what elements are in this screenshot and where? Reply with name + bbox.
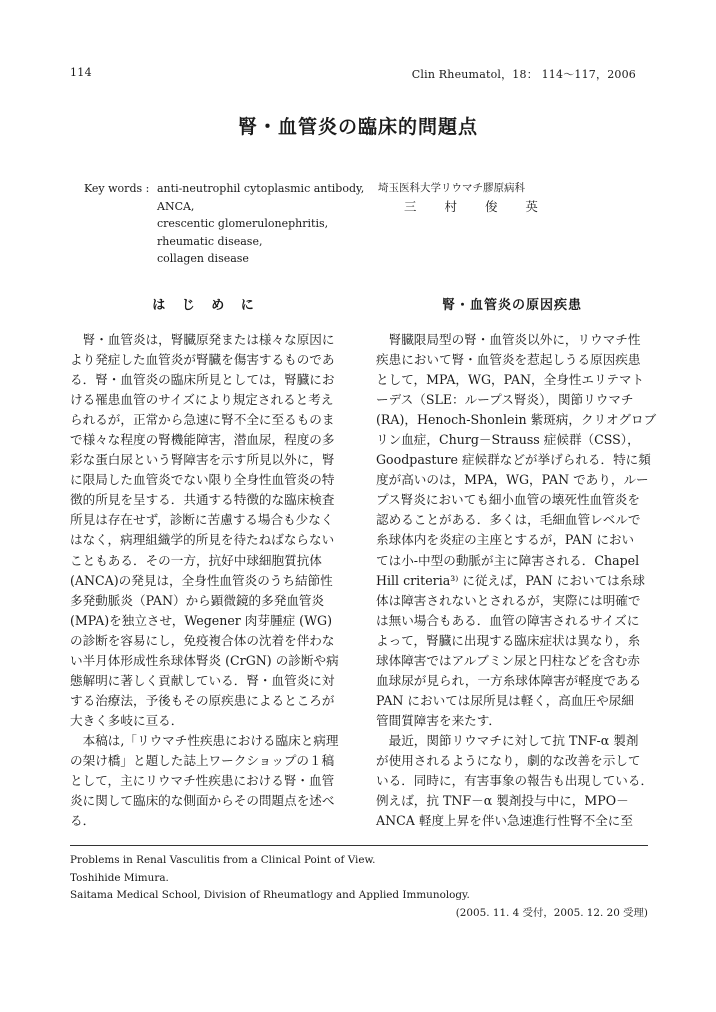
english-affiliation: Saitama Medical School, Division of Rheumatlogy and Applied Immunology.: [70, 889, 470, 902]
left-column-body: [70, 330, 344, 831]
body-text-line: よって，腎臓に出現する臨床症状は異なり，糸: [376, 632, 641, 648]
body-text-line: 態解明に著しく貢献している．腎・血管炎に対: [70, 672, 335, 688]
body-text-line: 多発動脈炎（PAN）から顕微鏡的多発血管炎: [70, 592, 325, 608]
body-text-line: ける罹患血管のサイズにより規定されると考え: [70, 392, 334, 408]
body-text-line: が使用されるようになり，劇的な改善を示して: [376, 752, 641, 768]
body-text-line: い半月体形成性糸球体腎炎 (CrGN) の診断や病: [70, 652, 339, 668]
body-text-line: Goodpasture 症候群などが挙げられる．特に頻: [376, 452, 651, 468]
body-text-line: いる．同時に，有害事象の報告も出現している．: [376, 773, 654, 789]
body-text-line: の診断を容易にし，免疫複合体の沈着を伴わな: [70, 632, 335, 648]
body-text-line: る．腎・血管炎の臨床所見としては，腎臓にお: [70, 372, 335, 388]
received-dates: (2005. 11. 4 受付，2005. 12. 20 受理): [455, 906, 648, 919]
body-text-line: 最近，関節リウマチに対して抗 TNF-α 製剤: [376, 732, 639, 748]
body-text-line: こともある．その一方，抗好中球細胞質抗体: [70, 552, 322, 568]
body-text-line: 糸球体内を炎症の主座とするが，PAN におい: [376, 532, 635, 548]
body-text-line: はなく，病理組織学的所見を待たねばならない: [70, 532, 335, 548]
body-text-line: 本稿は,「リウマチ性疾患における臨床と病理: [70, 732, 339, 748]
keyword-item: crescentic glomerulonephritis,: [157, 217, 329, 230]
right-column-body: [376, 330, 657, 831]
page-number: 114: [70, 66, 92, 79]
body-text-line: る．: [70, 813, 96, 829]
body-text-line: する治療法，予後もその原疾患によるところが: [70, 692, 335, 708]
body-text-line: より発症した血管炎が腎臓を傷害するものであ: [70, 352, 335, 368]
body-text-line: 炎に関して臨床的な側面からその問題点を述べ: [70, 793, 335, 809]
journal-citation: Clin Rheumatol，18： 114〜117，2006: [411, 68, 636, 81]
english-author: Toshihide Mimura.: [70, 871, 169, 884]
body-text-line: (MPA)を独立させ，Wegener 肉芽腫症 (WG): [70, 612, 332, 628]
body-text-line: 体は障害されないとされるが，実際には明確で: [376, 592, 641, 608]
body-text-line: ーデス（SLE：ループス腎炎），関節リウマチ: [376, 392, 634, 408]
body-text-line: 彩な蛋白尿という腎障害を示す所見以外に，腎: [70, 452, 335, 468]
keywords-list: [157, 180, 364, 268]
footnotes: [70, 852, 648, 922]
body-text-line: として，主にリウマチ性疾患における腎・血管: [70, 773, 335, 789]
body-text-line: リン血症，Churg－Strauss 症候群（CSS），: [376, 432, 640, 448]
body-text-line: に限局した血管炎でない限り全身性血管炎の特: [70, 472, 335, 488]
keyword-item: ANCA,: [157, 199, 195, 213]
body-text-line: ては小-中型の動脈が主に障害される．Chapel: [376, 552, 640, 568]
author-affiliation: 埼玉医科大学リウマチ膠原病科: [378, 182, 525, 194]
body-text-line: ANCA 軽度上昇を伴い急速進行性腎不全に至: [376, 813, 633, 829]
body-text-line: (ANCA)の発見は，全身性血管炎のうち結節性: [70, 572, 333, 588]
english-title: Problems in Renal Vasculitis from a Clinical Point of View.: [70, 854, 376, 866]
keyword-item: anti-neutrophil cytoplasmic antibody,: [157, 182, 365, 195]
body-text-line: 例えば，抗 TNF－α 製剤投与中に，MPO－: [376, 793, 629, 809]
keyword-item: collagen disease: [157, 252, 249, 265]
body-text-line: 所見は存在せず，診断に苦慮する場合も少なく: [70, 512, 334, 528]
body-text-line: 腎臓限局型の腎・血管炎以外に，リウマチ性: [376, 332, 641, 347]
body-text-line: プス腎炎においても細小血管の壊死性血管炎を: [376, 492, 640, 508]
body-text-line: として，MPA，WG，PAN，全身性エリテマト: [376, 372, 645, 388]
body-text-line: は無い場合もある．血管の障害されるサイズに: [376, 612, 640, 628]
body-text-line: 疾患において腎・血管炎を惹起しうる原因疾患: [376, 352, 641, 368]
body-text-line: 認めることがある．多くは，毛細血管レベルで: [376, 512, 641, 528]
body-text-line: (RA)，Henoch-Shonlein 紫斑病，クリオグロブ: [376, 412, 657, 428]
body-text-line: 大きく多岐に亘る．: [70, 712, 184, 728]
body-text-line: Hill criteria³⁾ に従えば，PAN においては糸球: [376, 572, 645, 588]
section-heading-introduction: は じ め に: [152, 298, 260, 313]
body-text-line: 管間質障害を来たす．: [376, 712, 501, 728]
article-title: 腎・血管炎の臨床的問題点: [237, 116, 478, 138]
section-heading-causes: 腎・血管炎の原因疾患: [441, 298, 582, 313]
body-text-line: 血球尿が見られ，一方糸球体障害が軽度である: [376, 672, 642, 688]
body-text-line: の架け橋」と題した誌上ワークショップの１稿: [70, 752, 335, 768]
body-text-line: 度が高いのは，MPA，WG，PAN であり，ルー: [376, 472, 649, 488]
footnote-divider: [70, 845, 648, 846]
body-text-line: で様々な程度の腎機能障害，潜血尿，程度の多: [70, 432, 335, 448]
keywords-label: Key words :: [84, 182, 150, 195]
author-name: 三 村 俊 英: [404, 199, 550, 214]
body-text-line: 球体障害ではアルブミン尿と円柱などを含む赤: [376, 652, 640, 668]
body-text-line: PAN においては尿所見は軽く，高血圧や尿細: [376, 692, 634, 708]
body-text-line: られるが，正常から急速に腎不全に至るものま: [70, 412, 335, 428]
keyword-item: rheumatic disease,: [157, 234, 263, 248]
body-text-line: 腎・血管炎は，腎臓原発または様々な原因に: [70, 332, 335, 347]
body-text-line: 徴的所見を呈する．共通する特徴的な臨床検査: [70, 492, 335, 508]
